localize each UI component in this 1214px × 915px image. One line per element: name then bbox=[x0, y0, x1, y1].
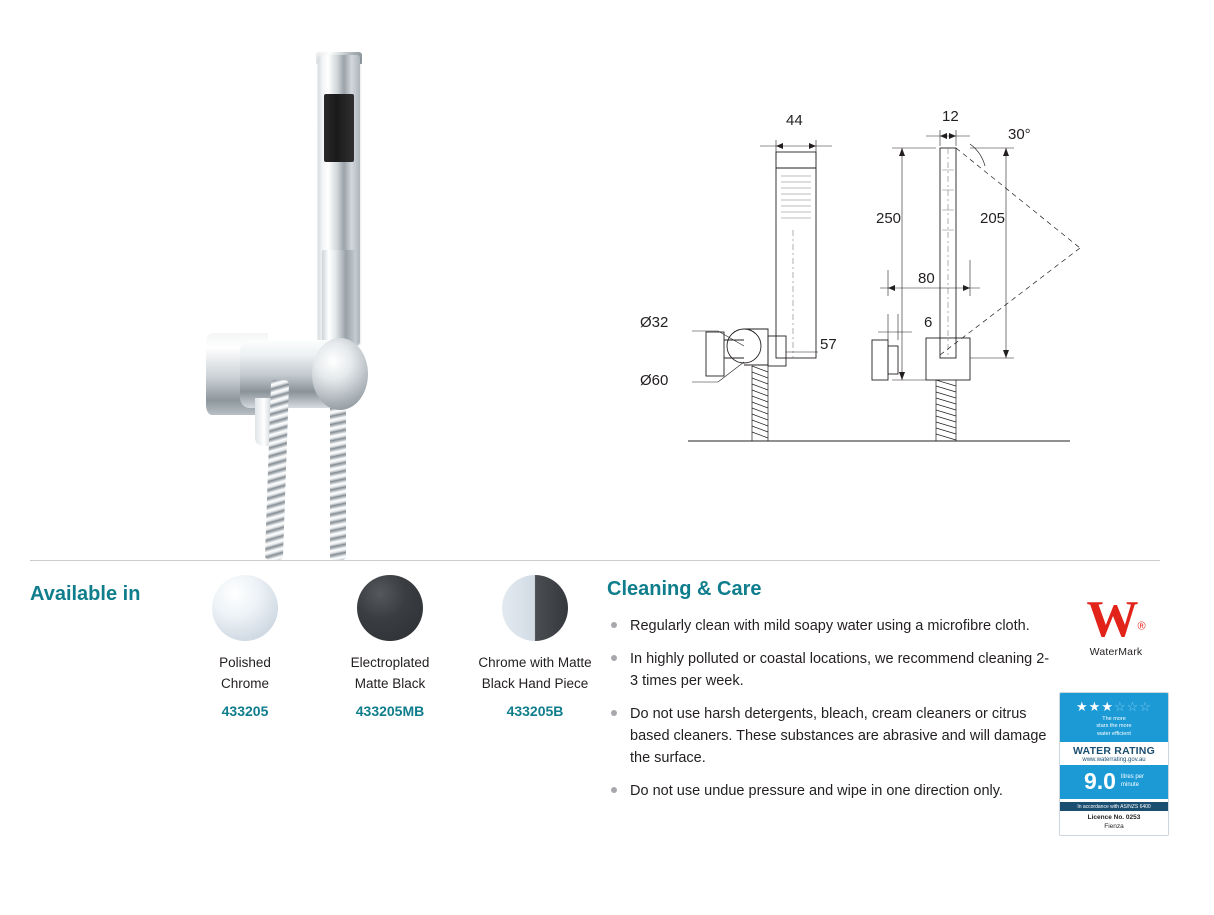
cleaning-care-title: Cleaning & Care bbox=[607, 578, 762, 600]
watermark-logo-icon bbox=[1063, 591, 1169, 648]
care-item bbox=[607, 648, 1057, 692]
finish-name-line2: Chrome bbox=[220, 675, 269, 691]
water-rating-units bbox=[1121, 774, 1144, 789]
care-item bbox=[607, 703, 1057, 769]
watermark-w-glyph: W bbox=[1086, 591, 1138, 648]
finish-name-line2: Black Hand Piece bbox=[481, 675, 589, 691]
tagline-line2: stars the more bbox=[1096, 723, 1132, 730]
finish-name-line1: Chrome with Matte bbox=[478, 655, 592, 670]
dim-80: 80 bbox=[918, 270, 935, 287]
water-rating-title: WATER RATING bbox=[1073, 745, 1155, 758]
finish-name-line2: Matte Black bbox=[354, 675, 426, 691]
bullet-icon bbox=[611, 710, 617, 716]
care-item bbox=[607, 780, 1057, 802]
handshower-spray-face bbox=[324, 94, 354, 162]
wall-outlet-end-cap bbox=[312, 338, 368, 410]
water-rating-brand: Fienza bbox=[1104, 823, 1124, 831]
finish-name-line1: Electroplated bbox=[350, 655, 430, 670]
water-rating-tagline bbox=[1060, 716, 1168, 738]
product-photo bbox=[0, 0, 600, 560]
water-rating-value: 9.0 bbox=[1084, 768, 1116, 795]
units-line2: minute bbox=[1120, 781, 1139, 788]
water-rating-licence: Licence No. 0253 bbox=[1087, 814, 1141, 822]
finish-code-433205B: 433205B bbox=[506, 702, 564, 719]
water-rating-stars bbox=[1060, 700, 1168, 713]
bullet-icon bbox=[611, 655, 617, 661]
water-rating-title-band bbox=[1060, 742, 1168, 765]
dim-30-degrees: 30° bbox=[1008, 126, 1031, 143]
finish-option-chrome-with-matte-black[interactable] bbox=[460, 575, 610, 719]
care-item-text: Regularly clean with mild soapy water using a microfibre cloth. bbox=[630, 618, 1030, 634]
bullet-icon bbox=[611, 622, 617, 628]
dim-diameter-32: Ø32 bbox=[640, 314, 669, 331]
water-rating-url: www.waterrating.gov.au bbox=[1082, 757, 1146, 764]
care-item bbox=[607, 615, 1057, 637]
watermark-registered-symbol: ® bbox=[1137, 620, 1146, 633]
handshower-lower-grip bbox=[322, 250, 356, 350]
finish-code-433205MB: 433205MB bbox=[355, 702, 425, 719]
watermark-certification bbox=[1063, 591, 1169, 659]
watermark-label: WaterMark bbox=[1089, 646, 1143, 659]
dim-6: 6 bbox=[924, 314, 933, 331]
stars-empty: ☆☆☆ bbox=[1114, 699, 1152, 714]
available-in-title: Available in bbox=[30, 583, 141, 605]
cleaning-care-section bbox=[607, 578, 1057, 813]
stars-filled: ★★★ bbox=[1076, 699, 1114, 714]
dim-44: 44 bbox=[786, 112, 803, 129]
swatch-chrome-with-matte-black bbox=[502, 575, 568, 641]
dim-12: 12 bbox=[942, 108, 959, 125]
swatch-polished-chrome bbox=[212, 575, 278, 641]
finish-option-matte-black[interactable] bbox=[315, 575, 465, 719]
finish-option-polished-chrome[interactable] bbox=[170, 575, 320, 719]
finish-name-line1: Polished bbox=[219, 655, 271, 670]
water-rating-label bbox=[1059, 692, 1169, 836]
bullet-icon bbox=[611, 787, 617, 793]
units-line1: litres per bbox=[1120, 774, 1144, 781]
care-item-text: Do not use harsh detergents, bleach, cream cleaners or citrus based cleaners. These substances are abrasive and will damage the surface. bbox=[630, 706, 1047, 767]
tagline-line1: The more bbox=[1102, 716, 1126, 722]
water-rating-footer bbox=[1060, 799, 1168, 835]
water-rating-value-row bbox=[1060, 765, 1168, 799]
technical-drawing bbox=[640, 100, 1200, 480]
dim-diameter-60: Ø60 bbox=[640, 372, 669, 389]
dim-205: 205 bbox=[980, 210, 1006, 227]
care-item-text: Do not use undue pressure and wipe in one direction only. bbox=[630, 783, 1003, 800]
water-rating-stars-panel bbox=[1060, 693, 1168, 742]
finish-code-433205: 433205 bbox=[221, 702, 269, 719]
tagline-line3: water efficient bbox=[1097, 730, 1131, 737]
section-divider bbox=[30, 560, 1160, 561]
swatch-matte-black bbox=[357, 575, 423, 641]
drawing-svg bbox=[640, 100, 1200, 480]
dim-57: 57 bbox=[820, 336, 837, 353]
care-item-text: In highly polluted or coastal locations, we recommend cleaning 2-3 times per week. bbox=[630, 651, 1050, 690]
water-rating-standard: In accordance with AS/NZS 6400 bbox=[1060, 802, 1168, 811]
dim-250: 250 bbox=[876, 210, 902, 227]
